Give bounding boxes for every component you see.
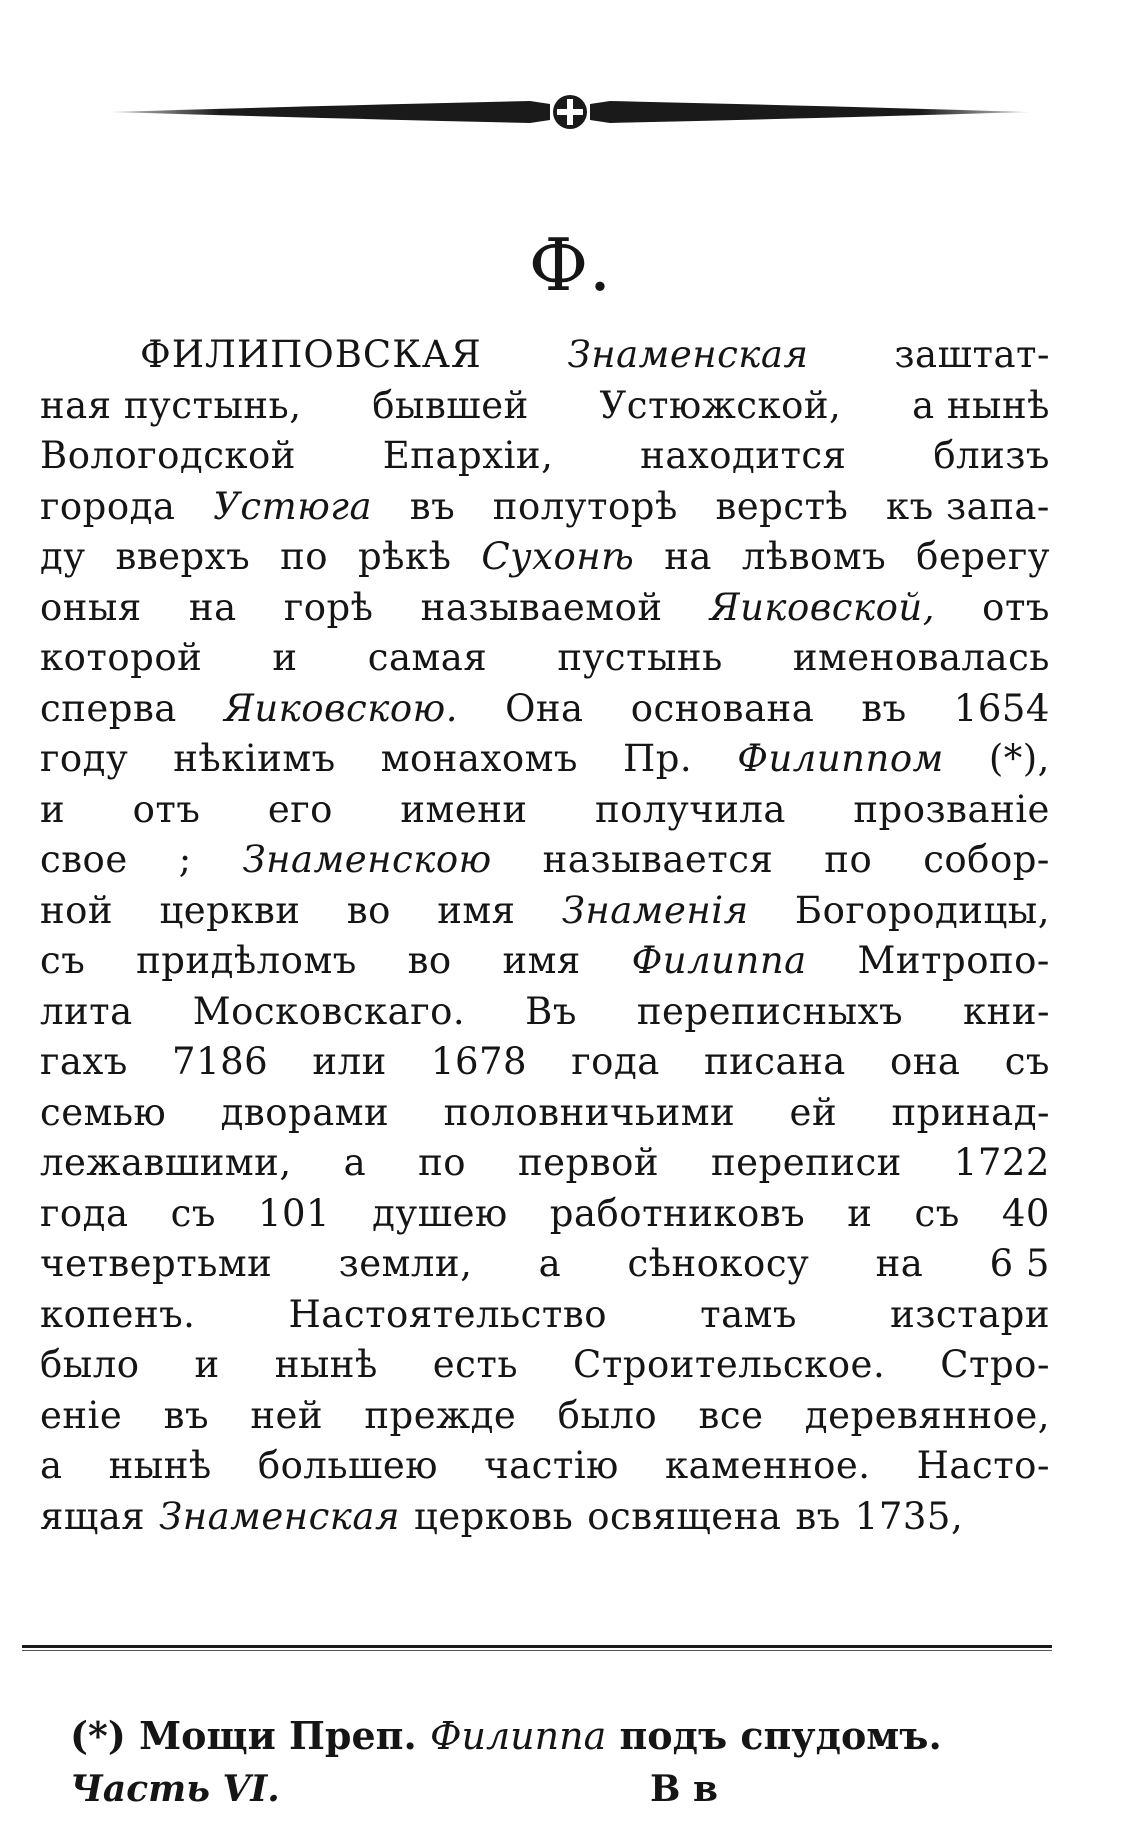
text-line xyxy=(40,330,1050,381)
footnote-text-before: Мощи Преп. xyxy=(139,1713,417,1758)
word: переписи xyxy=(710,1141,902,1184)
word: четвертьми xyxy=(40,1242,273,1285)
word: нынѣ xyxy=(108,1444,212,1487)
word: 101 xyxy=(257,1191,331,1235)
word: и xyxy=(40,787,66,831)
word: а xyxy=(343,1141,367,1184)
word: большею xyxy=(257,1444,439,1487)
word: получила xyxy=(595,787,786,831)
word: ; xyxy=(178,838,192,881)
footnote-rule xyxy=(22,1645,1052,1648)
word: ная пустынь, xyxy=(40,383,302,427)
text-line xyxy=(40,684,1050,735)
word: оныя xyxy=(40,585,142,629)
word: которой xyxy=(40,636,203,679)
word: во xyxy=(407,939,452,982)
word: нѣкіимъ xyxy=(173,737,336,780)
word: есть xyxy=(432,1343,519,1386)
word: Знаменская xyxy=(159,1494,400,1538)
text-line xyxy=(40,583,1050,634)
word: года xyxy=(40,1191,129,1235)
word: изстари xyxy=(890,1292,1050,1336)
word: нынѣ xyxy=(274,1343,378,1386)
word: лежавшими, xyxy=(40,1141,292,1184)
word: прежде xyxy=(364,1393,517,1437)
word: его xyxy=(267,787,333,831)
word: находится xyxy=(640,434,847,477)
text-line xyxy=(40,1088,1050,1139)
word: берегу xyxy=(916,535,1050,578)
word: 40 xyxy=(1001,1191,1050,1235)
word: монахомъ xyxy=(380,737,578,780)
word: бывшей xyxy=(372,383,529,427)
text-line xyxy=(40,886,1050,937)
word: называемой xyxy=(420,585,663,629)
word: еніе xyxy=(40,1393,123,1437)
word: тамъ xyxy=(700,1292,797,1336)
word: первой xyxy=(518,1141,660,1184)
word: было xyxy=(40,1343,140,1386)
word: сперва xyxy=(40,686,177,730)
text-line xyxy=(40,835,1050,886)
text-line xyxy=(40,785,1050,836)
text-line xyxy=(40,987,1050,1038)
word: переписныхъ xyxy=(636,989,904,1033)
text-line xyxy=(40,1441,1050,1492)
word: по xyxy=(280,535,329,578)
word: на xyxy=(875,1242,924,1285)
word: ной xyxy=(40,888,114,932)
word: она xyxy=(890,1040,961,1083)
word: верстѣ xyxy=(715,484,849,528)
text-line xyxy=(40,482,1050,533)
word: по xyxy=(824,838,873,881)
word: Въ xyxy=(525,989,577,1033)
word: собор- xyxy=(923,838,1050,881)
text-line xyxy=(40,1340,1050,1391)
word: каменное. xyxy=(664,1444,871,1487)
word: 7186 xyxy=(172,1040,269,1083)
word: половничьими xyxy=(443,1090,736,1134)
word: а нынѣ xyxy=(912,383,1050,427)
word: Филиппом xyxy=(737,737,944,780)
word: имя xyxy=(437,888,516,932)
word: рѣкѣ xyxy=(357,535,452,578)
word: самая xyxy=(367,636,488,679)
word: съ xyxy=(170,1191,216,1235)
text-line xyxy=(40,1391,1050,1442)
word: въ xyxy=(409,484,456,528)
word: Устюжской, xyxy=(599,383,842,427)
word: Епархіи, xyxy=(382,434,554,477)
word: именовалась xyxy=(792,636,1050,679)
word: 1678 xyxy=(430,1040,528,1083)
word: освящена xyxy=(587,1494,782,1538)
word: сѣнокосу xyxy=(627,1242,810,1285)
word: кни- xyxy=(963,989,1050,1033)
word: (*), xyxy=(988,737,1050,780)
word: и xyxy=(194,1343,220,1386)
word: прозваніе xyxy=(853,787,1050,831)
text-line xyxy=(40,1290,1050,1341)
word: Яиковскою. xyxy=(223,686,458,730)
word: частію xyxy=(484,1444,619,1487)
word: принад- xyxy=(891,1090,1050,1134)
ornament-divider xyxy=(110,92,1030,132)
word: ящая xyxy=(40,1494,146,1538)
word: деревянное, xyxy=(804,1393,1050,1437)
word: Строительское. xyxy=(573,1343,886,1386)
word: 1654 xyxy=(953,686,1050,730)
word: Митропо- xyxy=(857,939,1050,982)
section-letter-heading: Ф. xyxy=(528,223,612,307)
footnote-italic-name: Филиппа xyxy=(429,1714,607,1758)
word: имя xyxy=(502,939,581,982)
text-line xyxy=(40,1037,1050,1088)
word: и xyxy=(272,636,298,679)
text-line xyxy=(40,1138,1050,1189)
text-line xyxy=(40,532,1050,583)
word: отъ xyxy=(132,787,201,831)
signature-mark: В в xyxy=(650,1768,718,1810)
word: или xyxy=(312,1040,387,1083)
word: заштат- xyxy=(894,333,1050,376)
word: съ xyxy=(1004,1040,1050,1083)
word: Сухонѣ xyxy=(481,535,635,578)
word: Вологодской xyxy=(40,434,296,477)
word: церкви xyxy=(159,888,301,932)
word: 1735, xyxy=(854,1494,964,1538)
word: года xyxy=(571,1040,660,1083)
word: Знаменскою xyxy=(242,838,492,881)
word: и xyxy=(847,1191,873,1235)
text-line xyxy=(40,431,1050,482)
word: ней xyxy=(250,1393,324,1437)
word: Знаменская xyxy=(567,333,809,376)
word: лѣвомъ xyxy=(741,535,887,578)
word: свое xyxy=(40,838,128,881)
word: отъ xyxy=(982,585,1050,629)
word: а xyxy=(40,1444,63,1487)
word: горѣ xyxy=(283,585,374,629)
word: семью xyxy=(40,1090,167,1134)
word: Устюга xyxy=(213,484,373,528)
word: въ xyxy=(795,1494,841,1538)
word: 1722 xyxy=(953,1141,1050,1184)
word: работниковъ xyxy=(549,1191,806,1235)
entry-body-text xyxy=(40,330,1050,1542)
word: Знаменія xyxy=(561,888,749,932)
word: по xyxy=(418,1141,467,1184)
word: близъ xyxy=(933,434,1050,477)
word: Богородицы, xyxy=(794,888,1050,932)
word: гахъ xyxy=(40,1040,128,1083)
word: во xyxy=(346,888,391,932)
word: душею xyxy=(372,1191,508,1235)
word: копенъ. xyxy=(40,1292,196,1336)
word: дворами xyxy=(220,1090,390,1134)
word: земли, xyxy=(338,1242,473,1285)
word: Пр. xyxy=(622,737,693,780)
word: придѣломъ xyxy=(136,939,357,982)
text-line xyxy=(40,734,1050,785)
word: а xyxy=(538,1242,562,1285)
word: Она xyxy=(505,686,584,730)
word: основана xyxy=(630,686,815,730)
text-line xyxy=(40,633,1050,684)
word: писана xyxy=(703,1040,846,1083)
text-line xyxy=(40,936,1050,987)
word: лита xyxy=(40,989,133,1033)
word: ей xyxy=(789,1090,838,1134)
word: Стро- xyxy=(940,1343,1050,1386)
word: къ запа- xyxy=(886,484,1050,528)
text-line xyxy=(40,381,1050,432)
word: въ xyxy=(861,686,907,730)
text-line xyxy=(40,1492,1050,1543)
word: называется xyxy=(542,838,774,881)
footnote-text-after: подъ спудомъ. xyxy=(619,1713,942,1758)
word: Филиппа xyxy=(631,939,807,982)
word: ФИЛИПОВСКАЯ xyxy=(140,333,482,376)
word: Настоятельство xyxy=(288,1292,607,1336)
footnote-rule-thin xyxy=(22,1650,1052,1651)
word: все xyxy=(698,1393,764,1437)
word: 6 5 xyxy=(989,1242,1050,1285)
word: на xyxy=(188,585,237,629)
word: съ xyxy=(40,939,86,982)
word: церковь xyxy=(413,1494,574,1538)
word: города xyxy=(40,484,176,528)
word: Яиковской, xyxy=(709,585,935,629)
word: Насто- xyxy=(916,1444,1050,1487)
word: ду xyxy=(40,535,86,578)
word: имени xyxy=(400,787,528,831)
word: Московскаго. xyxy=(192,989,466,1033)
volume-label: Часть VI. xyxy=(70,1768,280,1810)
word: на xyxy=(664,535,712,578)
word: вверхъ xyxy=(115,535,251,578)
word: съ xyxy=(914,1191,960,1235)
word: году xyxy=(40,737,129,780)
word: пустынь xyxy=(557,636,723,679)
text-line xyxy=(40,1239,1050,1290)
word: было xyxy=(557,1393,658,1437)
text-line xyxy=(40,1189,1050,1240)
footnote xyxy=(70,1712,1030,1760)
footnote-marker: (*) xyxy=(70,1713,126,1758)
word: полуторѣ xyxy=(492,484,678,528)
word: въ xyxy=(163,1393,209,1437)
